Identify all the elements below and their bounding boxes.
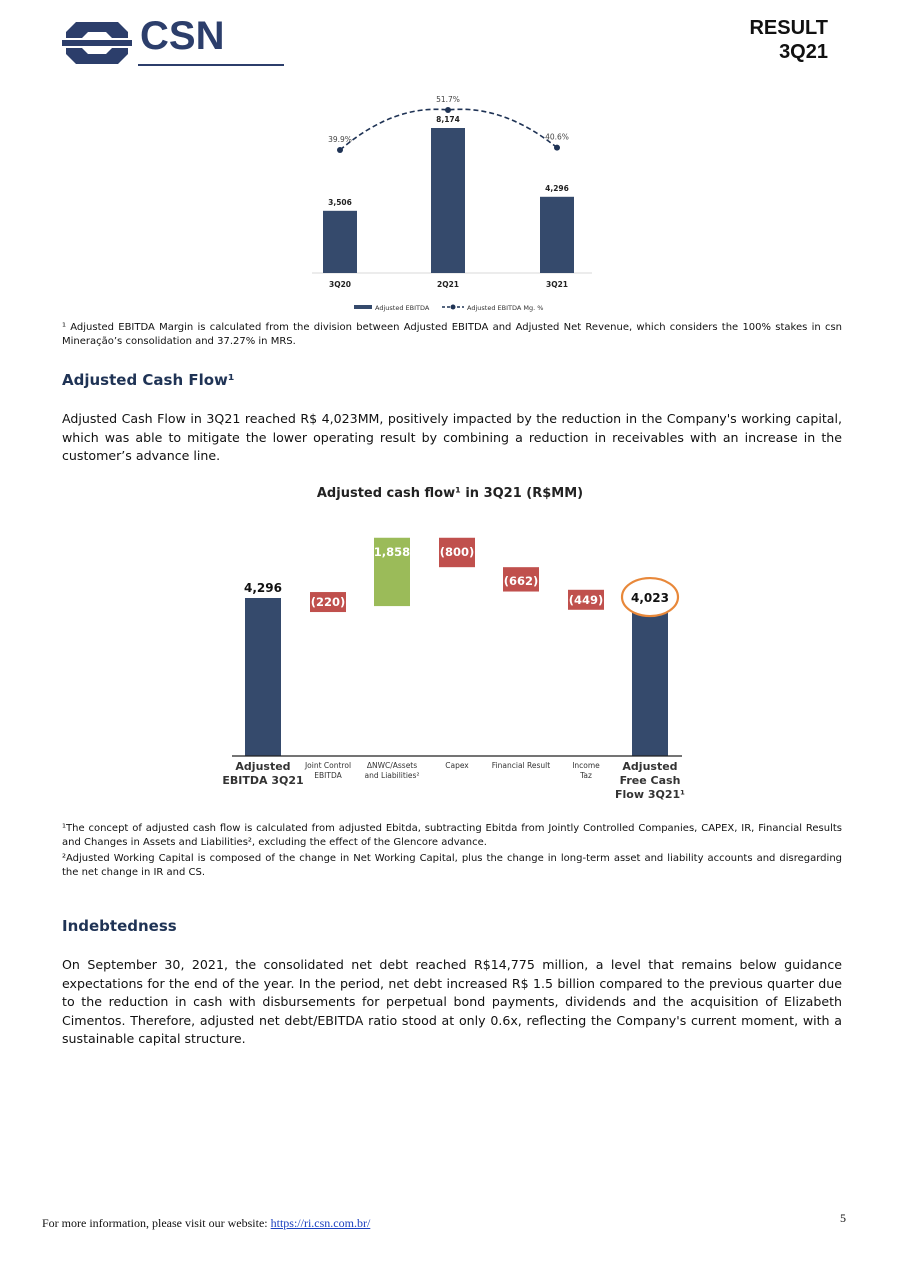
footer-text: For more information, please visit our website: xyxy=(42,1216,271,1230)
legend-bar-swatch xyxy=(354,305,372,309)
waterfall-category-label: Free Cash xyxy=(619,774,681,787)
waterfall-category-label: Capex xyxy=(445,761,469,770)
footnote-ebitda-margin: ¹ Adjusted EBITDA Margin is calculated from the division between Adjusted EBITDA and Adjusted Net Revenue, which considers the 100% stakes in csn Mineração’s consolidation and 37.27% in MRS. xyxy=(62,322,842,347)
waterfall-title: Adjusted cash flow¹ in 3Q21 (R$MM) xyxy=(316,486,584,501)
waterfall-category-label: Income xyxy=(572,761,600,770)
legend-line-marker xyxy=(451,305,456,310)
ebitda-category-label: 3Q20 xyxy=(328,280,352,289)
ebitda-margin-label: 40.6% xyxy=(545,132,569,142)
logo-text: CSN xyxy=(140,14,225,58)
waterfall-category-label: EBITDA 3Q21 xyxy=(222,774,304,787)
ebitda-bar-label: 3,506 xyxy=(328,197,352,207)
csn-logo xyxy=(62,14,225,73)
indebtedness-paragraph: On September 30, 2021, the consolidated net debt reached R$14,775 million, a level that remains below guidance expectations for the end of the year. In the period, net debt increased R$ 1.5 billion compared to the previous quarter due to the reduction in cash with disbursements for perpetual bond payments, dividends and the acquisition of Elizabeth Cimentos. Therefore, adjusted net debt/EBITDA ratio stood at only 0.6x, reflecting the Company's current moment, with a sustainable capital structure. xyxy=(62,957,842,1046)
footnote-working-capital: ²Adjusted Working Capital is composed of the change in Net Working Capital, plus the change in long-term asset and liability accounts and disregarding the net change in IR and CS. xyxy=(62,853,842,878)
waterfall-bar xyxy=(245,598,281,756)
waterfall-category-label: Adjusted xyxy=(622,760,678,773)
legend-line-label: Adjusted EBITDA Mg. % xyxy=(467,304,544,312)
ebitda-margin-point xyxy=(337,147,343,153)
waterfall-value-label: (449) xyxy=(568,592,604,607)
footer xyxy=(42,1216,370,1231)
waterfall-category-label: and Liabilities² xyxy=(364,771,420,780)
waterfall-category-label: Financial Result xyxy=(491,761,551,770)
ebitda-chart xyxy=(300,88,610,316)
ebitda-legend xyxy=(354,304,543,312)
waterfall-category-label: Joint Control xyxy=(304,761,352,770)
waterfall-value-label: 1,858 xyxy=(373,544,411,559)
waterfall-chart xyxy=(220,520,700,810)
waterfall-category-label: Adjusted xyxy=(235,760,291,773)
footnote-cashflow-concept: ¹The concept of adjusted cash flow is calculated from adjusted Ebitda, subtracting Ebitda from Jointly Controlled Companies, CAPEX, IR, Financial Results and Changes in Assets and Liabilities², excluding the effect of the Glencore advance. xyxy=(62,823,842,848)
page-number: 5 xyxy=(840,1211,846,1225)
report-title xyxy=(749,16,828,64)
waterfall-category-label: EBITDA xyxy=(314,771,342,780)
ebitda-bar xyxy=(323,211,357,273)
csn-logo-icon xyxy=(62,18,132,68)
cashflow-paragraph: Adjusted Cash Flow in 3Q21 reached R$ 4,023MM, positively impacted by the reduction in the Company's working capital, which was able to mitigate the lower operating result by combining a reduction in receivables with an increase in the customer’s advance line. xyxy=(62,411,842,463)
waterfall-value-label: (662) xyxy=(503,574,539,589)
report-title-line1: RESULT xyxy=(749,17,828,39)
ebitda-margin-label: 39.9% xyxy=(328,135,352,144)
waterfall-value-label: 4,296 xyxy=(244,581,282,595)
ebitda-bar xyxy=(431,128,465,273)
legend-bar-label: Adjusted EBITDA xyxy=(375,304,430,312)
waterfall-category-label: Flow 3Q21¹ xyxy=(615,788,685,801)
ebitda-bar-label: 4,296 xyxy=(545,183,569,193)
ebitda-margin-point xyxy=(445,107,451,113)
logo-underline xyxy=(138,64,284,66)
report-title-line2: 3Q21 xyxy=(779,41,828,63)
cashflow-heading: Adjusted Cash Flow¹ xyxy=(62,371,235,389)
ebitda-bar-label: 8,174 xyxy=(436,115,460,124)
waterfall-value-label: (220) xyxy=(310,595,346,610)
indebtedness-heading: Indebtedness xyxy=(62,917,177,935)
waterfall-value-label: 4,023 xyxy=(631,591,669,606)
ebitda-bar xyxy=(540,197,574,273)
waterfall-value-label: (800) xyxy=(439,544,475,559)
website-link[interactable]: https://ri.csn.com.br/ xyxy=(270,1216,371,1230)
waterfall-category-label: Taz xyxy=(580,771,592,780)
ebitda-category-label: 3Q21 xyxy=(545,280,569,289)
ebitda-category-label: 2Q21 xyxy=(436,280,460,289)
ebitda-margin-label: 51.7% xyxy=(436,95,460,104)
waterfall-category-label: ΔNWC/Assets xyxy=(366,761,418,770)
ebitda-margin-point xyxy=(554,145,560,151)
waterfall-bar xyxy=(632,608,668,756)
